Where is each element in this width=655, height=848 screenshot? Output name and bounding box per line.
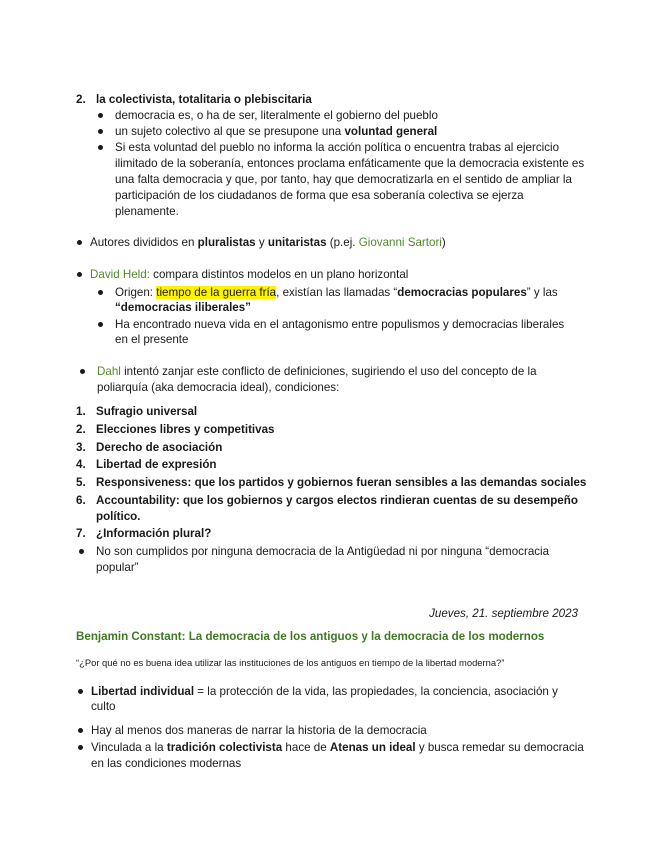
condition-item: Accountability: que los gobiernos y cargos electos rindieran cuentas de su desempeño bbox=[96, 494, 578, 507]
condition-item: Derecho de asociación bbox=[96, 441, 223, 454]
list-item: Si esta voluntad del pueblo no informa la acción política o encuentra trabas al ejercicio ilimitado de la soberanía, entonces proclama enfáticamente que la democracia existente es una falta democracia y que, por tanto, hay que democratizarla en el sentido de ampliar la participación de los ciudadanos de forma que esa soberanía colectiva se ejerza plenamente. bbox=[115, 141, 585, 218]
list-number: 2. bbox=[76, 423, 86, 436]
list-number: 6. bbox=[76, 494, 86, 507]
list-number: 5. bbox=[76, 476, 86, 489]
paragraph: No son cumplidos por ninguna democracia de la Antigüedad ni por ninguna “democracia bbox=[96, 545, 550, 558]
bullet bbox=[78, 728, 83, 733]
author-link: Giovanni Sartori bbox=[358, 236, 442, 249]
list-item-continuation: en las condiciones modernas bbox=[91, 757, 242, 770]
bullet bbox=[78, 689, 83, 694]
condition-item: ¿Información plural? bbox=[96, 527, 212, 540]
bullet bbox=[98, 290, 103, 295]
highlighted-text: tiempo de la guerra fría bbox=[156, 286, 277, 299]
bullet bbox=[77, 272, 82, 277]
list-number: 7. bbox=[76, 527, 86, 540]
section-title: Benjamin Constant: La democracia de los antiguos y la democracia de los modernos bbox=[76, 630, 545, 643]
condition-item: Elecciones libres y competitivas bbox=[96, 423, 275, 436]
list-item-continuation: “democracias iliberales” bbox=[115, 301, 251, 314]
paragraph-continuation: poliarquía (aka democracia ideal), condiciones: bbox=[97, 381, 340, 394]
condition-item: Libertad de expresión bbox=[96, 458, 217, 471]
bullet bbox=[78, 745, 83, 750]
bullet bbox=[79, 549, 84, 554]
list-number: 4. bbox=[76, 458, 86, 471]
list-item: Libertad individual = la protección de la vida, las propiedades, la conciencia, asociación y bbox=[91, 685, 558, 698]
paragraph: David Held: compara distintos modelos en un plano horizontal bbox=[90, 268, 409, 281]
section-heading: la colectivista, totalitaria o plebiscitaria bbox=[96, 93, 312, 106]
condition-item-continuation: político. bbox=[96, 510, 141, 523]
list-item: democracia es, o ha de ser, literalmente el gobierno del pueblo bbox=[115, 109, 438, 122]
list-item: un sujeto colectivo al que se presupone una voluntad general bbox=[115, 125, 438, 138]
list-number: 3. bbox=[76, 441, 86, 454]
list-item: Ha encontrado nueva vida en el antagonismo entre populismos y democracias liberales bbox=[115, 318, 565, 331]
bullet bbox=[98, 322, 103, 327]
paragraph: Autores divididos en pluralistas y unitaristas (p.ej. Giovanni Sartori) bbox=[90, 236, 446, 249]
bullet bbox=[98, 145, 103, 150]
bullet bbox=[80, 369, 85, 374]
author-name: Dahl bbox=[97, 365, 121, 378]
date-heading: Jueves, 21. septiembre 2023 bbox=[429, 607, 578, 620]
quote: “¿Por qué no es buena idea utilizar las instituciones de los antiguos en tiempo de la libertad moderna?” bbox=[76, 657, 505, 668]
list-item: Origen: tiempo de la guerra fría, existían las llamadas “democracias populares” y las bbox=[115, 286, 558, 299]
bullet bbox=[98, 129, 103, 134]
list-number: 2. bbox=[76, 93, 86, 106]
paragraph-continuation: popular” bbox=[96, 561, 139, 574]
bullet bbox=[98, 113, 103, 118]
list-item-continuation: en el presente bbox=[115, 333, 189, 346]
bullet bbox=[77, 240, 82, 245]
condition-item: Sufragio universal bbox=[96, 405, 198, 418]
condition-item: Responsiveness: que los partidos y gobiernos fueran sensibles a las demandas sociales bbox=[96, 476, 587, 489]
paragraph: Dahl intentó zanjar este conflicto de definiciones, sugiriendo el uso del concepto de la bbox=[97, 365, 537, 378]
author-name: David Held: bbox=[90, 268, 150, 281]
list-item: Vinculada a la tradición colectivista hace de Atenas un ideal y busca remedar su democracia bbox=[91, 741, 584, 754]
list-item-continuation: culto bbox=[91, 700, 116, 713]
list-item: Hay al menos dos maneras de narrar la historia de la democracia bbox=[91, 724, 427, 737]
list-number: 1. bbox=[76, 405, 86, 418]
